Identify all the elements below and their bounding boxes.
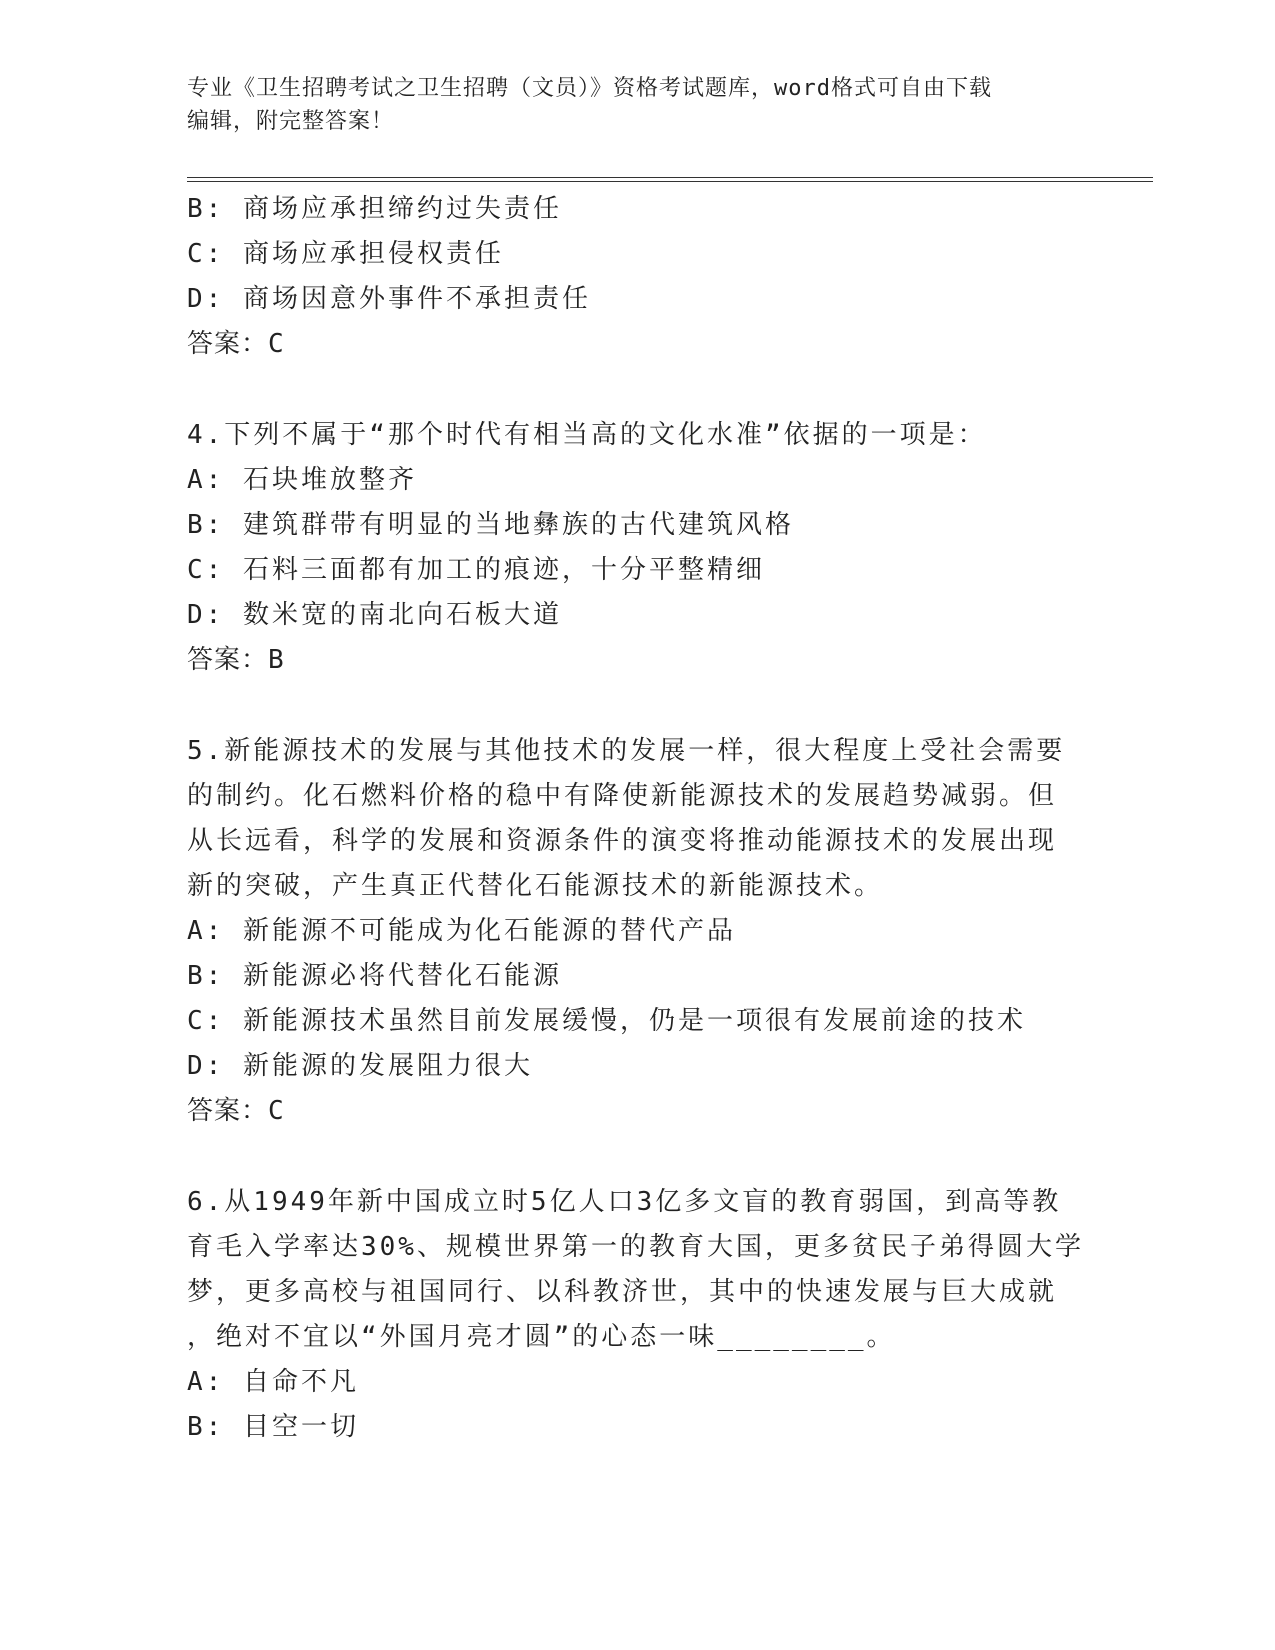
answer-label: 答案： <box>187 645 269 675</box>
document-header <box>187 72 1067 138</box>
option-d: D: 数米宽的南北向石板大道 <box>187 600 562 630</box>
answer-value: C <box>268 1096 285 1126</box>
question-stem-line: 育毛入学率达30%、规模世界第一的教育大国，更多贫民子弟得圆大学 <box>187 1232 1084 1262</box>
answer-value: B <box>268 645 285 675</box>
option-a: A: 自命不凡 <box>187 1367 359 1397</box>
question-5 <box>187 729 1087 1134</box>
answer-line <box>187 322 1087 367</box>
spacer <box>187 1134 1087 1180</box>
spacer <box>187 367 1087 413</box>
option-c: C: 石料三面都有加工的痕迹，十分平整精细 <box>187 555 765 585</box>
answer-line <box>187 638 1087 683</box>
question-stem-line: ，绝对不宜以“外国月亮才圆”的心态一味________。 <box>187 1322 896 1352</box>
option-a: A: 新能源不可能成为化石能源的替代产品 <box>187 916 736 946</box>
question-3-tail <box>187 187 1087 367</box>
option-b: B: 新能源必将代替化石能源 <box>187 961 562 991</box>
header-divider-bottom <box>187 181 1153 182</box>
question-stem: 4.下列不属于“那个时代有相当高的文化水准”依据的一项是： <box>187 420 987 450</box>
header-divider-top <box>187 177 1153 178</box>
question-stem-line: 6.从1949年新中国成立时5亿人口3亿多文盲的教育弱国，到高等教 <box>187 1187 1062 1217</box>
question-6 <box>187 1180 1087 1450</box>
option-d: D: 新能源的发展阻力很大 <box>187 1051 533 1081</box>
answer-label: 答案： <box>187 1096 269 1126</box>
option-d: D: 商场因意外事件不承担责任 <box>187 284 591 314</box>
question-4 <box>187 413 1087 683</box>
answer-value: C <box>268 329 285 359</box>
question-stem-line: 5.新能源技术的发展与其他技术的发展一样，很大程度上受社会需要 <box>187 736 1066 766</box>
question-stem-line: 梦，更多高校与祖国同行、以科教济世，其中的快速发展与巨大成就 <box>187 1277 1058 1307</box>
option-b: B: 目空一切 <box>187 1412 359 1442</box>
answer-line <box>187 1089 1087 1134</box>
header-line-1: 专业《卫生招聘考试之卫生招聘（文员）》资格考试题库，word格式可自由下载 <box>187 76 992 101</box>
question-content <box>187 187 1087 1450</box>
option-b: B: 建筑群带有明显的当地彝族的古代建筑风格 <box>187 510 794 540</box>
option-a: A: 石块堆放整齐 <box>187 465 417 495</box>
option-b: B: 商场应承担缔约过失责任 <box>187 194 562 224</box>
question-stem-line: 的制约。化石燃料价格的稳中有降使新能源技术的发展趋势减弱。但 <box>187 781 1058 811</box>
question-stem-line: 从长远看，科学的发展和资源条件的演变将推动能源技术的发展出现 <box>187 826 1058 856</box>
header-line-2: 编辑，附完整答案！ <box>187 109 395 134</box>
answer-label: 答案： <box>187 329 269 359</box>
option-c: C: 商场应承担侵权责任 <box>187 239 504 269</box>
question-stem-line: 新的突破，产生真正代替化石能源技术的新能源技术。 <box>187 871 884 901</box>
spacer <box>187 683 1087 729</box>
option-c: C: 新能源技术虽然目前发展缓慢，仍是一项很有发展前途的技术 <box>187 1006 1026 1036</box>
